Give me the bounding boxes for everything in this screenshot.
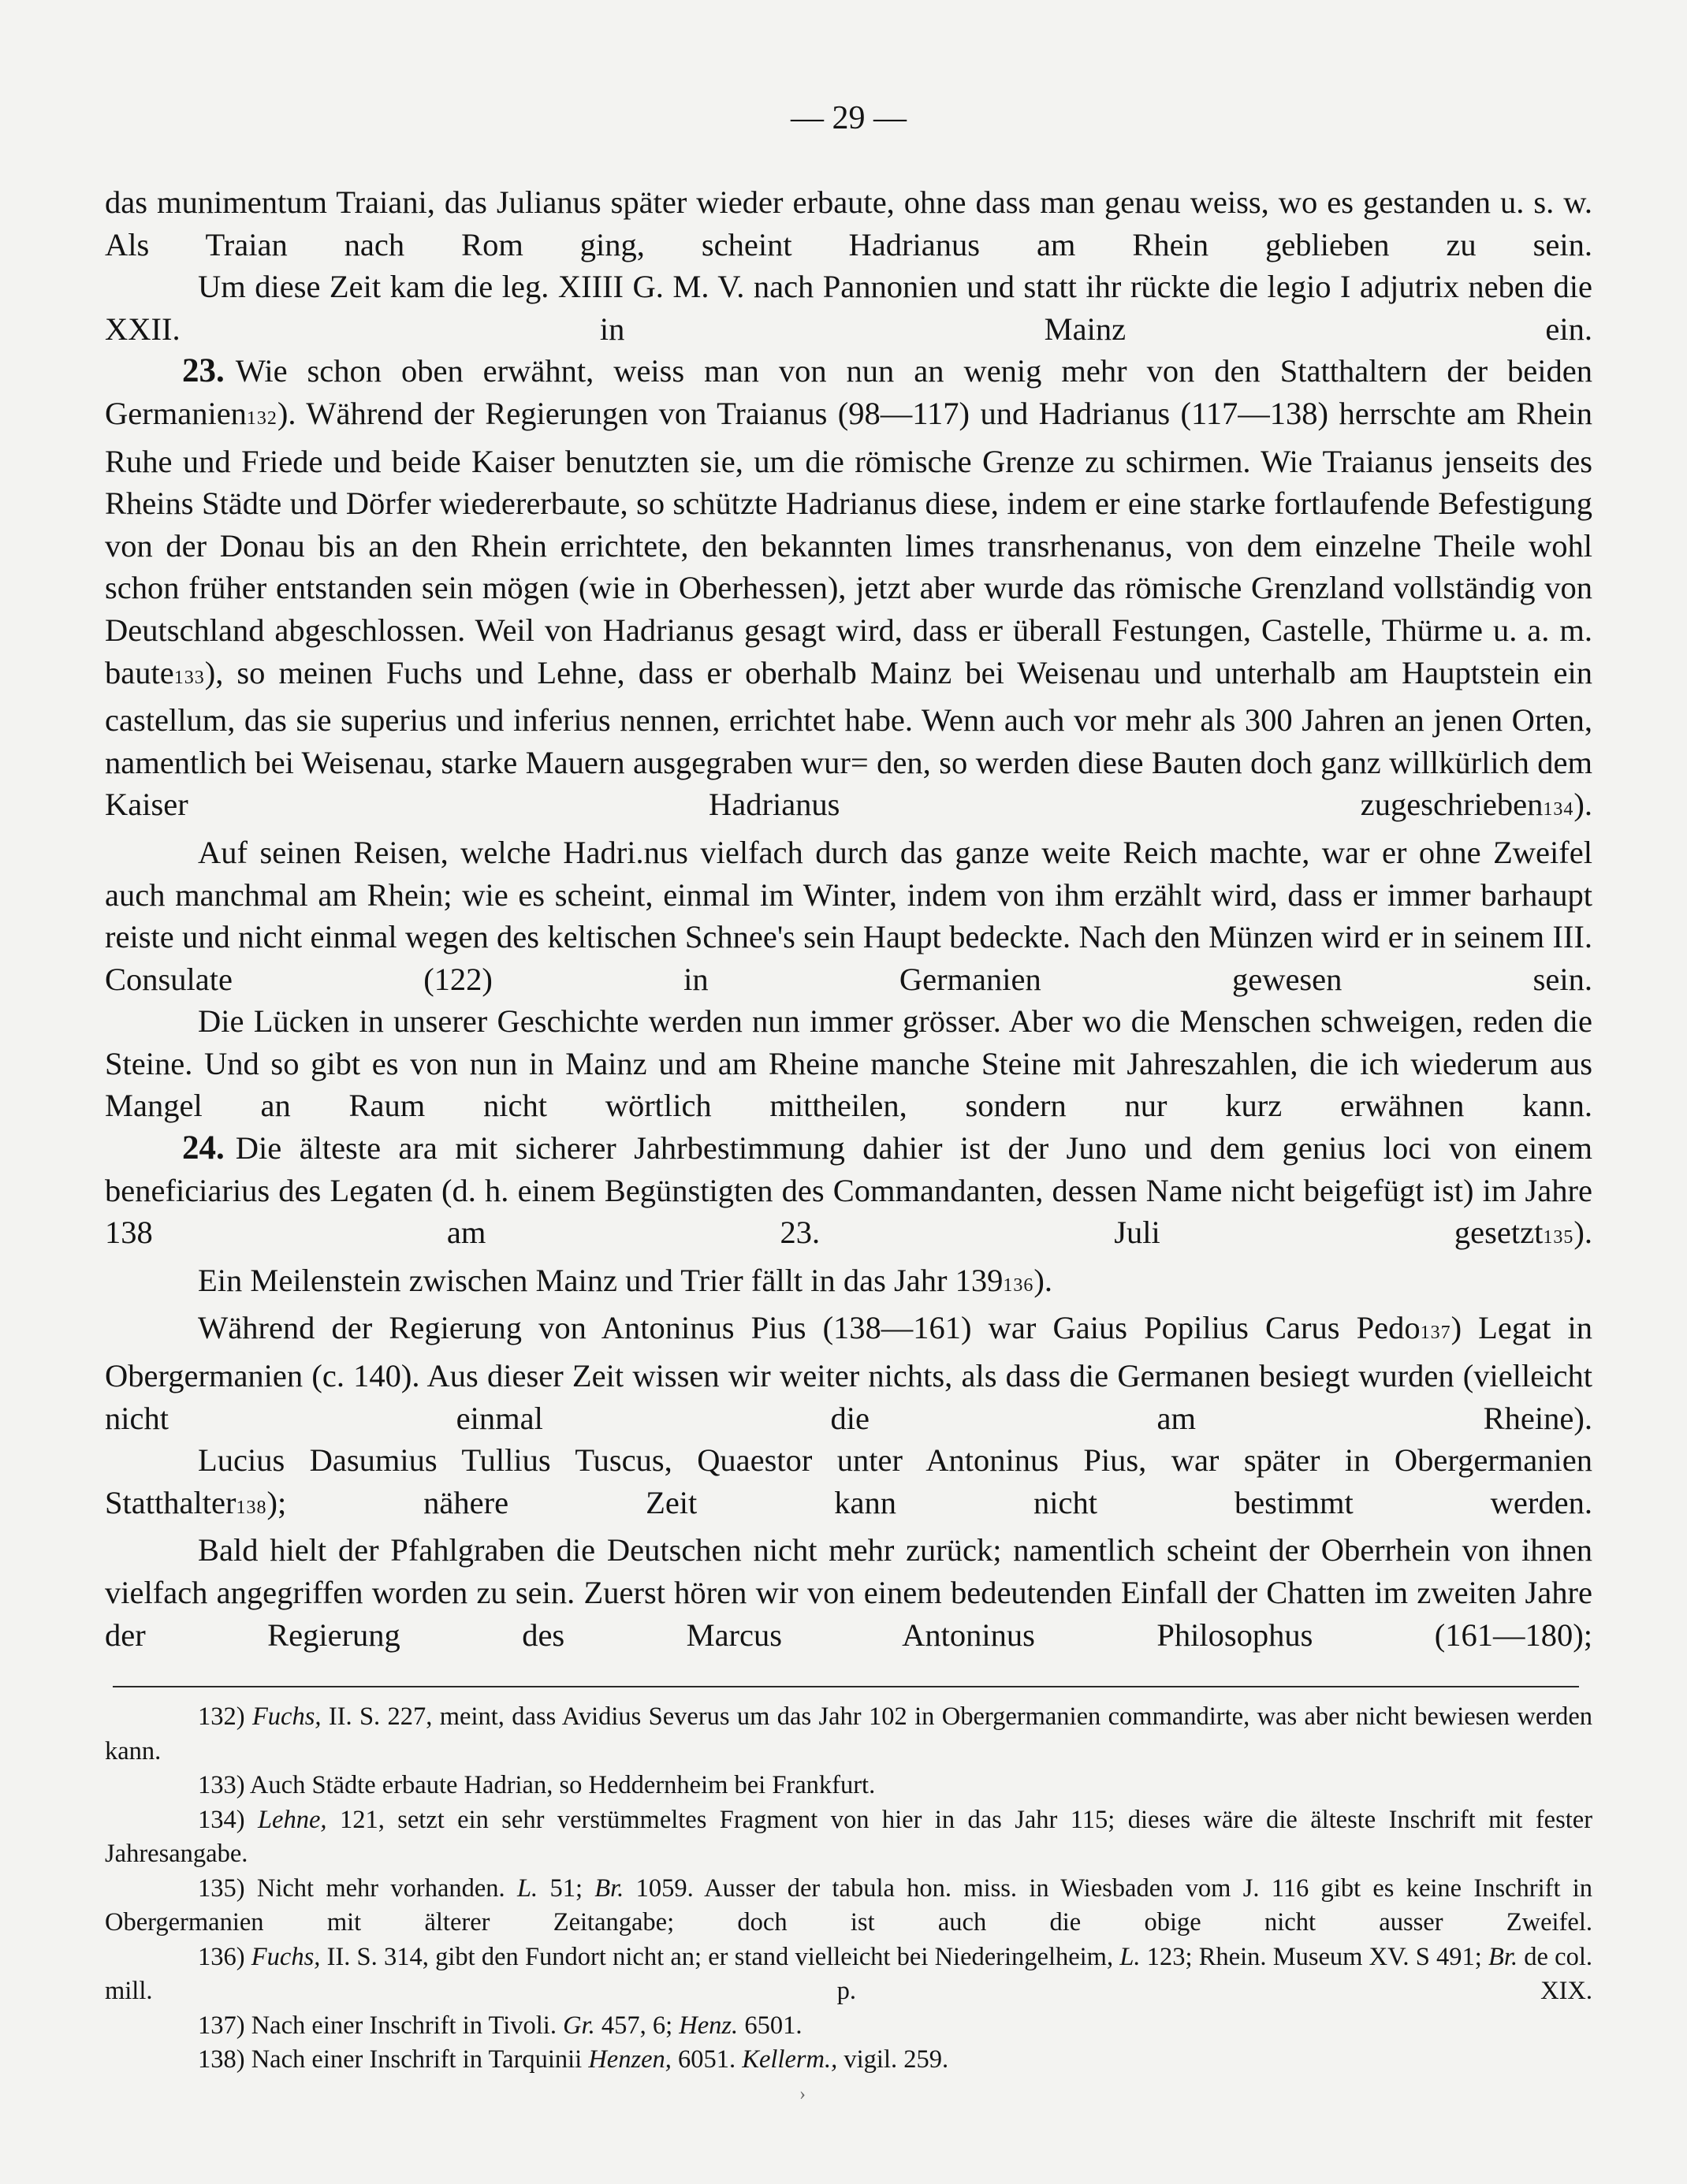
footnote-ref: 132 — [246, 407, 277, 429]
footnotes — [105, 1700, 1592, 2078]
paragraph-section-23: 23. Wie schon oben erwähnt, weiss man von nun an wenig mehr von den Statthaltern der beiden Germanien132). Während der Regierungen von Traianus (98—117) und Hadrianus (117—138) herrschte am Rhein Ruhe und Friede und beide Kaiser benutzten sie, um die römische Grenze zu schirmen. Wie Traianus jenseits des Rheins Städte und Dörfer wiedererbaute, so schützte Hadrianus diese, indem er eine starke fortlaufende Befestigung von der Donau bis an den Rhein errichtete, den bekannten limes transrhenanus, von dem einzelne Theile wohl schon früher entstanden sein mögen (wie in Oberhessen), jetzt aber wurde das römische Grenzland vollständig von Deutschland abgeschlossen. Weil von Hadrianus gesagt wird, dass er überall Festungen, Castelle, Thürme u. a. m. baute133), so meinen Fuchs und Lehne, dass er oberhalb Mainz bei Weisenau und unterhalb am Hauptstein ein castellum, das sie superius und inferius nennen, errichtet habe. Wenn auch vor mehr als 300 Jahren an jenen Orten, namentlich bei Weisenau, starke Mauern ausgegraben wur= den, so werden diese Bauten doch ganz willkürlich dem Kaiser Hadrianus zugeschrieben134). — [105, 352, 1592, 823]
footnote-ref: 136 — [1003, 1274, 1034, 1296]
paragraph: Auf seinen Reisen, welche Hadri.nus vielfach durch das ganze weite Reich machte, war er ohne Zweifel auch manchmal am Rhein; wie es scheint, einmal im Winter, indem von ihm erzählt wird, dass er immer barhaupt reiste und nicht einmal wegen des keltischen Schnee's sein Haupt bedeckte. Nach den Münzen wird er in seinem III. Consulate (122) in Germanien gewesen sein. — [105, 834, 1592, 997]
footnote-138: 138) Nach einer Inschrift in Tarquinii Henzen, 6051. Kellerm., vigil. 259. — [198, 2045, 949, 2074]
paragraph: Die Lücken in unserer Geschichte werden nun immer grösser. Aber wo die Menschen schweigen, reden die Steine. Und so gibt es von nun in Mainz und am Rheine manche Steine mit Jahreszahlen, die ich wiederum aus Mangel an Raum nicht wörtlich mittheilen, sondern nur kurz erwähnen kann. — [105, 1003, 1592, 1124]
paragraph: Ein Meilenstein zwischen Mainz und Trier fällt in das Jahr 139136). — [198, 1262, 1052, 1298]
footnote-134: 134) Lehne, 121, setzt ein sehr verstümmeltes Fragment von hier in das Jahr 115; dieses wäre die älteste Inschrift mit fester Jahresangabe. — [105, 1805, 1593, 1869]
footnote-ref: 134 — [1543, 799, 1574, 820]
section-number: 24. — [182, 1129, 225, 1167]
paragraph: Während der Regierung von Antoninus Pius (138—161) war Gaius Popilius Carus Pedo137) Legat in Obergermanien (c. 140). Aus dieser Zeit wissen wir weiter nichts, als dass die Germanen besiegt wurden (vielleicht nicht einmal die am Rheine). — [105, 1310, 1592, 1436]
paragraph-section-24: 24. Die älteste ara mit sicherer Jahrbestimmung dahier ist der Juno und dem genius loci von einem beneficiarius des Legaten (d. h. einem Begünstigten des Commandanten, dessen Name nicht beigefügt ist) im Jahre 138 am 23. Juli gesetzt135). — [105, 1129, 1592, 1251]
footnote-ref: 138 — [236, 1497, 267, 1518]
paragraph: das munimentum Traiani, das Julianus später wieder erbaute, ohne dass man genau weiss, wo es gestanden u. s. w. Als Traian nach Rom ging, scheint Hadrianus am Rhein geblieben zu sein. — [105, 184, 1592, 262]
page-number: — 29 — — [791, 100, 907, 136]
main-text — [105, 181, 1592, 1656]
footnote-137: 137) Nach einer Inschrift in Tivoli. Gr. 457, 6; Henz. 6501. — [198, 2011, 803, 2040]
footnote-ref: 135 — [1543, 1227, 1574, 1248]
paragraph: Um diese Zeit kam die leg. XIIII G. M. V. nach Pannonien und statt ihr rückte die legio I adjutrix neben die XXII. in Mainz ein. — [105, 269, 1592, 347]
footnote-ref: 137 — [1420, 1323, 1451, 1344]
paragraph: Bald hielt der Pfahlgraben die Deutschen nicht mehr zurück; namentlich scheint der Oberrhein von ihnen vielfach angegriffen worden zu sein. Zuerst hören wir von einem bedeutenden Einfall der Chatten im zweiten Jahre der Regierung des Marcus Antoninus Philosophus (161—180); — [105, 1532, 1592, 1653]
footnote-135: 135) Nicht mehr vorhanden. L. 51; Br. 1059. Ausser der tabula hon. miss. in Wiesbaden vom J. 116 gibt es keine Inschrift in Obergermanien mit älterer Zeitangabe; doch ist auch die obige nicht ausser Zweifel. — [105, 1873, 1593, 1937]
footnote-ref: 133 — [173, 667, 205, 688]
footnote-divider — [113, 1686, 1579, 1687]
footnote-133: 133) Auch Städte erbaute Hadrian, so Heddernheim bei Frankfurt. — [198, 1771, 876, 1800]
section-number: 23. — [182, 352, 225, 390]
bottom-mark: › — [799, 2084, 806, 2104]
footnote-136: 136) Fuchs, II. S. 314, gibt den Fundort nicht an; er stand vielleicht bei Niederingelheim, L. 123; Rhein. Museum XV. S 491; Br. de col. mill. p. XIX. — [105, 1942, 1593, 2006]
footnote-132: 132) Fuchs, II. S. 227, meint, dass Avidius Severus um das Jahr 102 in Obergermanien commandirte, was aber nicht bewiesen werden kann. — [105, 1702, 1593, 1765]
paragraph: Lucius Dasumius Tullius Tuscus, Quaestor unter Antoninus Pius, war später in Obergermanien Statthalter138); nähere Zeit kann nicht bestimmt werden. — [105, 1442, 1592, 1520]
